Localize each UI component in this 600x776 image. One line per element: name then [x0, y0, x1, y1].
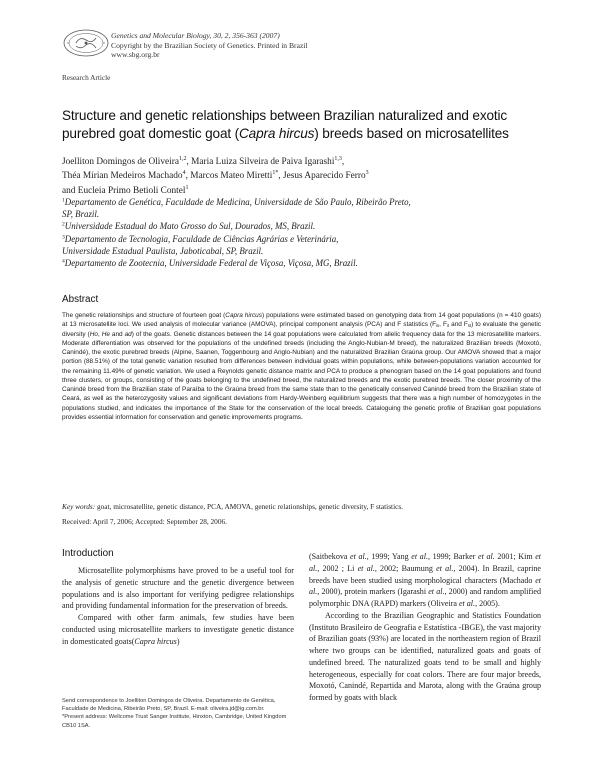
intro-paragraph-2: Compared with other farm animals, few studies have been conducted using microsatellite markers to investigate genetic distance in domesticated goats(Capra hircus)	[62, 613, 294, 646]
introduction-heading: Introduction	[62, 548, 114, 559]
author-line-3: and Eucleia Primo Betioli Contel$^1$	[62, 184, 189, 196]
affiliation-4: $^4$Departamento de Zootecnia, Universidade Federal de Viçosa, Viçosa, MG, Brazil.	[62, 258, 358, 269]
keywords-label: Key words:	[62, 502, 96, 511]
journal-seal-icon	[62, 28, 110, 58]
intro-paragraph-continued: (Saitbekova et al., 1999; Yang et al., 1999; Barker et al. 2001; Kim et al., 2002 ; Li et al., 2002; Baumung et al., 2004). In Brazil, caprine breeds have been studied using morphological characters (Machado et al., 2000), protein markers (Igarashi et al., 2000) and random amplified polymorphic DNA (RAPD) markers (Oliveira et al., 2005).	[309, 552, 542, 608]
keywords: Key words: goat, microsatellite, genetic distance, PCA, AMOVA, genetic relationships, genetic diversity, F statistics.	[62, 502, 404, 511]
received-dates: Received: April 7, 2006; Accepted: September 28, 2006.	[62, 517, 227, 526]
intro-paragraph-3: According to the Brazilian Geographic and Statistics Foundation (Instituto Brasileiro de Geografia e Estatística -IBGE), the vast majority of Brazilian goats (93%) are located in the northeastern region of Brazil where two groups can be identified, naturalized goats and goats of undefined breed. The naturalized goats tend to be small and highly heterogeneous, especially for coat colors. There are four major breeds, Moxotó, Canindé, Repartida and Marota, along with the Graúna group formed by goats with black	[309, 610, 541, 702]
author-list	[62, 155, 562, 198]
author-line-2: Théa Mírian Medeiros Machado$^4$, Marcos Mateo Miretti$^{1*}$, Jesus Aparecido Ferro$^3$	[62, 170, 369, 182]
affiliation-1: $^1$Departamento de Genética, Faculdade de Medicina, Universidade de São Paulo, Ribeirão Preto, SP, Brazil.	[62, 197, 411, 220]
abstract-heading: Abstract	[62, 294, 99, 305]
left-column	[62, 565, 294, 647]
intro-paragraph-1: Microsatellite polymorphisms have proved to be a useful tool for the analysis of genetic structure and the genetic divergence between populations and is also important for verifying pedigree relationships and providing fundamental information for the preservation of breeds.	[62, 566, 294, 611]
abstract-text: The genetic relationships and structure of fourteen goat (Capra hircus) populations were estimated based on genotyping data from 14 goat populations (n = 410 goats) at 13 microsatellite loci. We used analysis of molecular variance (AMOVA), principal component analysis (PCA) and F statistics ($F_{is}$, $F_{it}$ and $F_{st}$) to evaluate the genetic diversity (Ho, He and ad) of the goats. Genetic distances between the 14 goat populations were calculated from allelic frequency data for the 13 microsatellite markers. Moderate differentiation was observed for the populations of the undefined breeds (including the Anglo-Nubian-M breed), the naturalized Brazilian breeds (Moxotó, Canindé), the exotic purebred breeds (Alpine, Saanen, Toggenbourg and Anglo-Nubian) and the naturalized Brazilian Graúna group. Our AMOVA showed that a major portion (88.51%) of the total genetic variation resulted from differences between individual goats within populations, while between-populations variation accounted for the remaining 11.49% of genetic variation. We used a Reynolds genetic distance matrix and PCA to produce a phenogram based on the 14 goat populations and found three clusters, or groups, consisting of the goats belonging to the undefined breed, the naturalized breeds and the exotic purebred breeds. The closer proximity of the Canindé breed from the Brazilian state of Paraíba to the Graúna breed from the same state than to the genetically conserved Canindé breed from the Brazilian state of Ceará, as well as the heterozygosity values and significant deviations from Hardy-Weinberg equilibrium suggests that there was a high number of homozygotes in the populations studied, and indicates the importance of the State for the conservation of the local breeds. Cataloguing the genetic profile of Brazilian goat populations provides essential information for conservation and genetic improvements programs.	[62, 312, 542, 421]
correspondence-footnote: Send correspondence to Joelliton Domingos de Oliveira. Departamento de Genética, Faculdade de Medicina, Ribeirão Preto, SP, Brazil. E-mail: oliveira.jd@ig.com.br.	[62, 698, 276, 713]
journal-header	[111, 31, 308, 60]
affiliation-2: $^2$Universidade Estadual do Mato Grosso do Sul, Dourados, MS, Brazil.	[62, 221, 316, 232]
author-line-1: Joelliton Domingos de Oliveira$^{1,2}$, Maria Luiza Silveira de Paiva Igarashi$^{1,3}$,	[62, 156, 345, 167]
title-line-1: Structure and genetic relationships between Brazilian naturalized and exotic	[62, 108, 508, 123]
title-line-2: purebred goat domestic goat (Capra hircus) breeds based on microsatellites	[62, 126, 509, 141]
paper-title	[62, 107, 562, 143]
copyright-line: Copyright by the Brazilian Society of Genetics. Printed in Brazil	[111, 40, 308, 50]
present-address-footnote: *Present address: Wellcome Trust Sanger Institute, Hinxton, Cambridge, United Kingdom CB10 1SA.	[62, 714, 287, 729]
right-column	[309, 551, 541, 704]
journal-website: www.sbg.org.br	[111, 50, 160, 60]
affiliation-3: $^3$Departamento de Tecnologia, Faculdade de Ciências Agrárias e Veterinária, Universidade Estadual Paulista, Jaboticabal, SP, Brazil.	[62, 233, 339, 256]
affiliation-list	[62, 196, 562, 269]
footnotes	[62, 697, 294, 730]
journal-line: Genetics and Molecular Biology, 30, 2, 356-363 (2007)	[111, 31, 280, 40]
article-type: Research Article	[62, 73, 111, 82]
